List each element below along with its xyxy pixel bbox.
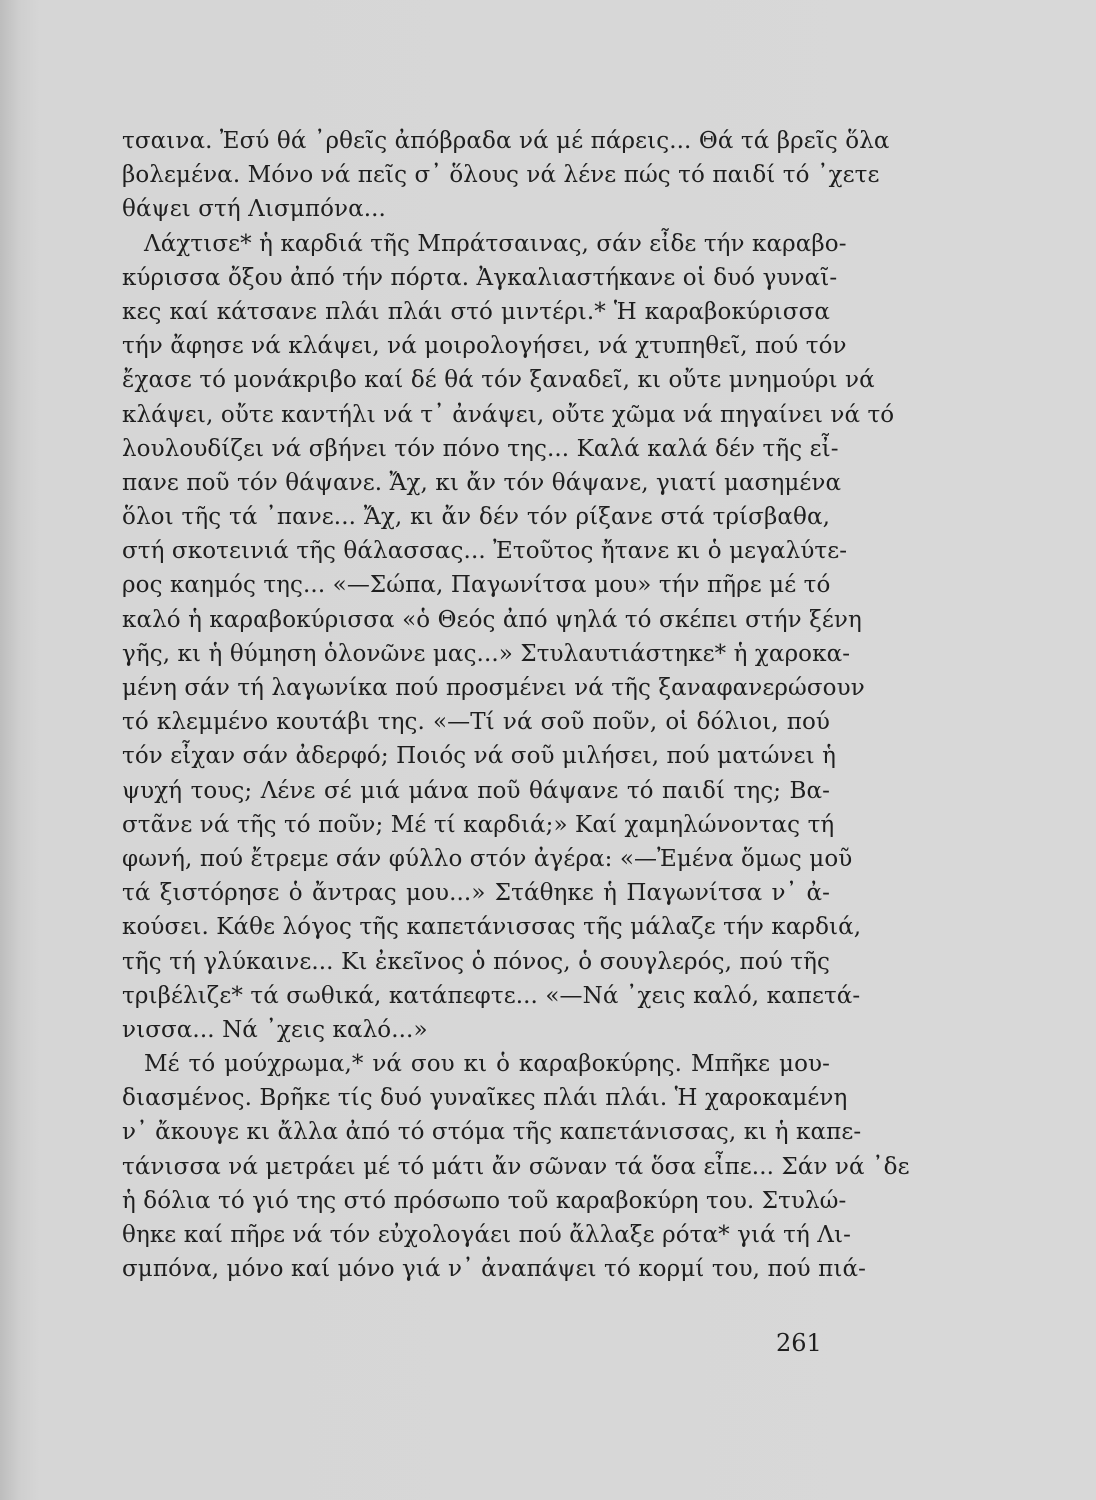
text-line: ἡ δόλια τό γιό της στό πρόσωπο τοῦ καραβοκύρη του. Στυλώ- (122, 1187, 847, 1214)
text-line: βολεμένα. Μόνο νά πεῖς σ᾿ ὅλους νά λένε πώς τό παιδί τό ᾿χετε (122, 162, 880, 189)
text-line: τήν ἄφησε νά κλάψει, νά μοιρολογήσει, νά χτυπηθεῖ, πού τόν (122, 333, 847, 360)
text-line: ὅλοι τῆς τά ᾿πανε... Ἄχ, κι ἄν δέν τόν ρίξανε στά τρίσβαθα, (122, 504, 830, 531)
text-line: κλάψει, οὔτε καντήλι νά τ᾿ ἀνάψει, οὔτε χῶμα νά πηγαίνει νά τό (122, 401, 895, 428)
text-line: στᾶνε νά τῆς τό ποῦν; Μέ τί καρδιά;» Καί χαμηλώνοντας τή (122, 811, 835, 838)
text-line: λουλουδίζει νά σβήνει τόν πόνο της... Καλά καλά δέν τῆς εἶ- (122, 435, 839, 462)
text-line: ἔχασε τό μονάκριβο καί δέ θά τόν ξαναδεῖ, κι οὔτε μνημούρι νά (122, 367, 875, 394)
text-line: καλό ἡ καραβοκύρισσα «ὁ Θεός ἀπό ψηλά τό σκέπει στήν ξένη (122, 606, 862, 633)
text-line: φωνή, πού ἔτρεμε σάν φύλλο στόν ἀγέρα: «—Ἐμένα ὅμως μοῦ (122, 845, 853, 872)
text-line: γῆς, κι ἡ θύμηση ὁλονῶνε μας...» Στυλαυτιάστηκε* ἡ χαροκα- (122, 640, 851, 667)
text-line: σμπόνα, μόνο καί μόνο γιά ν᾿ ἀναπάψει τό κορμί του, πού πιά- (122, 1256, 866, 1283)
text-line: τάνισσα νά μετράει μέ τό μάτι ἄν σῶναν τά ὅσα εἶπε... Σάν νά ᾿δε (122, 1153, 910, 1180)
body-text (122, 124, 910, 1286)
text-line: κες καί κάτσανε πλάι πλάι στό μιντέρι.* Ἡ καραβοκύρισσα (122, 298, 830, 325)
text-line: τσαινα. Ἐσύ θά ᾿ρθεῖς ἀπόβραδα νά μέ πάρεις... Θά τά βρεῖς ὅλα (122, 128, 890, 154)
text-line: τά ξιστόρησε ὁ ἄντρας μου...» Στάθηκε ἡ Παγωνίτσα ν᾿ ἀ- (122, 880, 830, 907)
text-line: ψυχή τους; Λένε σέ μιά μάνα ποῦ θάψανε τό παιδί της; Βα- (122, 777, 830, 804)
text-line: διασμένος. Βρῆκε τίς δυό γυναῖκες πλάι πλάι. Ἡ χαροκαμένη (122, 1085, 848, 1112)
text-line: ν᾿ ἄκουγε κι ἄλλα ἀπό τό στόμα τῆς καπετάνισσας, κι ἡ καπε- (122, 1119, 862, 1146)
text-line: νισσα... Νά ᾿χεις καλό...» (122, 1016, 428, 1043)
text-line: Μέ τό μούχρωμα,* νά σου κι ὁ καραβοκύρης. Μπῆκε μου- (144, 1051, 830, 1078)
text-line: ρος καημός της... «—Σώπα, Παγωνίτσα μου» τήν πῆρε μέ τό (122, 572, 831, 599)
text-line: τόν εἶχαν σάν ἀδερφό; Ποιός νά σοῦ μιλήσει, πού ματώνει ἡ (122, 743, 837, 770)
text-line: τριβέλιζε* τά σωθικά, κατάπεφτε... «—Νά ᾿χεις καλό, καπετά- (122, 982, 861, 1009)
text-line: θάψει στή Λισμπόνα... (122, 196, 386, 223)
text-line: στή σκοτεινιά τῆς θάλασσας... Ἐτοῦτος ἤτανε κι ὁ μεγαλύτε- (122, 538, 848, 565)
text-line: κύρισσα ὄξου ἀπό τήν πόρτα. Ἀγκαλιαστήκανε οἱ δυό γυναῖ- (122, 264, 838, 291)
text-line: θηκε καί πῆρε νά τόν εὐχολογάει πού ἄλλαξε ρότα* γιά τή Λι- (122, 1222, 851, 1248)
text-line: τό κλεμμένο κουτάβι της. «—Τί νά σοῦ ποῦν, οἱ δόλιοι, πού (122, 709, 830, 736)
page-number: 261 (776, 1329, 822, 1357)
text-line: πανε ποῦ τόν θάψανε. Ἄχ, κι ἄν τόν θάψανε, γιατί μασημένα (122, 469, 842, 496)
text-line: Λάχτισε* ἡ καρδιά τῆς Μπράτσαινας, σάν εἶδε τήν καραβο- (144, 230, 847, 257)
text-line: τῆς τή γλύκαινε... Κι ἐκεῖνος ὁ πόνος, ὁ σουγλερός, πού τῆς (122, 948, 830, 975)
text-line: κούσει. Κάθε λόγος τῆς καπετάνισσας τῆς μάλαζε τήν καρδιά, (122, 914, 862, 941)
text-line: μένη σάν τή λαγωνίκα πού προσμένει νά τῆς ξαναφανερώσουν (122, 675, 865, 701)
